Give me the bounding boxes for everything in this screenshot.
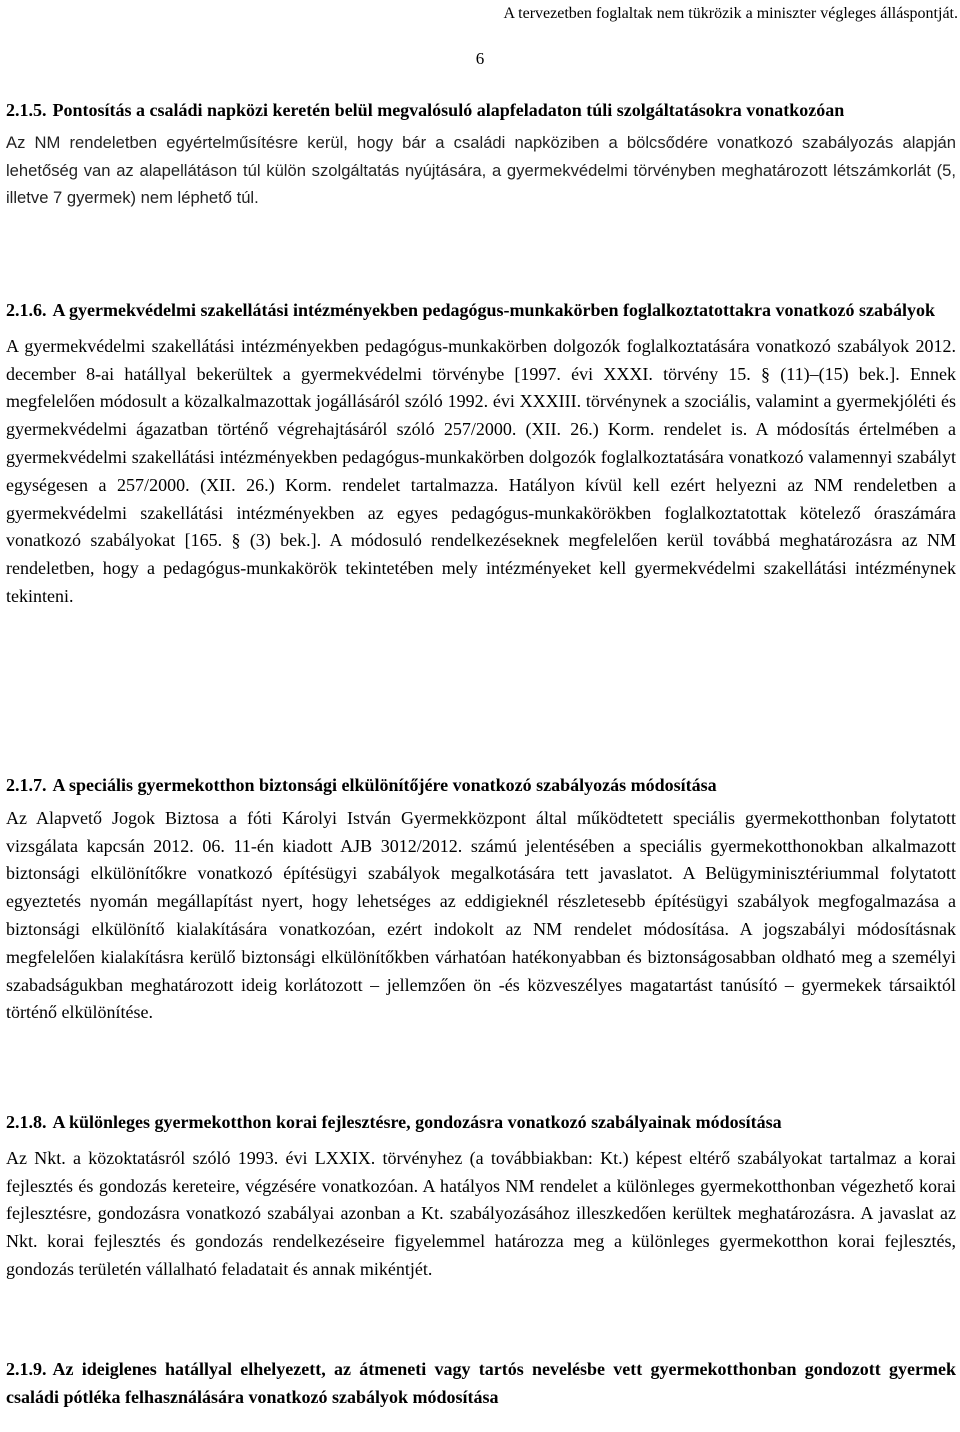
section-number: 2.1.7. [6,775,47,795]
section-2-1-9 [6,1356,956,1412]
section-heading [6,1356,956,1412]
draft-disclaimer: A tervezetben foglaltak nem tükrözik a miniszter végleges álláspontját. [503,5,958,22]
section-heading [6,97,956,125]
section-title: A speciális gyermekotthon biztonsági elkülönítőjére vonatkozó szabályozás módosítása [52,775,717,795]
section-heading [6,297,956,325]
section-number: 2.1.5. [6,100,47,120]
section-title: Az ideiglenes hatállyal elhelyezett, az átmeneti vagy tartós nevelésbe vett gyermekotthonban gondozott gyermek családi pótléka felhasználására vonatkozó szabályok módosítása [6,1359,956,1407]
section-title: A gyermekvédelmi szakellátási intézményekben pedagógus-munkakörben foglalkoztatottakra vonatkozó szabályok [52,300,936,320]
section-2-1-5 [6,97,956,212]
page-number: 6 [475,49,485,68]
section-body: Az NM rendeletben egyértelműsítésre kerül, hogy bár a családi napköziben a bölcsődére vonatkozó szabályozás alapján lehetőség van az alapellátáson túl külön szolgáltatás nyújtására, a gyermekvédelmi törvényben meghatározott létszámkorlát (5, illetve 7 gyermek) nem léphető túl. [6,132,956,208]
section-heading [6,1109,956,1137]
section-2-1-7 [6,772,956,1027]
section-number: 2.1.6. [6,300,47,320]
section-number: 2.1.9. [6,1359,47,1379]
section-2-1-8 [6,1109,956,1284]
section-body: Az Nkt. a közoktatásról szóló 1993. évi LXXIX. törvényhez (a továbbiakban: Kt.) képest eltérő szabályokat tartalmaz a korai fejlesztés és gondozás kereteire, végzésére vonatkozóan. A hatályos NM rendelet a különleges gyermekotthonban végezhető korai fejlesztésre, gondozásra vonatkozó szabályai azonban a Kt. szabályozásához illeszkedően kerültek meghatározásra. A javaslat az Nkt. korai fejlesztés és gondozás rendelkezéseire figyelemmel határozza meg a különleges gyermekotthon korai fejlesztés, gondozás területén vállalható feladatait és annak mikéntjét. [6,1147,956,1279]
section-title: Pontosítás a családi napközi keretén belül megvalósuló alapfeladaton túli szolgáltatásokra vonatkozóan [52,100,845,120]
section-number: 2.1.8. [6,1112,47,1132]
section-body: A gyermekvédelmi szakellátási intézményekben pedagógus-munkakörben dolgozók foglalkoztatására vonatkozó szabályok 2012. december 8-ai hatállyal bekerültek a gyermekvédelmi törvénybe [1997. évi XXXI. törvény 15. § (11)–(15) bek.]. Ennek megfelelően módosult a közalkalmazottak jogállásáról szóló 1992. évi XXXIII. törvénynek a szociális, valamint a gyermekjóléti és gyermekvédelmi ágazatban történő végrehajtásáról szóló 257/2000. (XII. 26.) Korm. rendelet is. A módosítás értelmében a gyermekvédelmi szakellátási intézményekben pedagógus-munkakörben dolgozók foglalkoztatására vonatkozó valamennyi szabályt egységesen a 257/2000. (XII. 26.) Korm. rendelet tartalmazza. Hatályon kívül kell ezért helyezni az NM rendeletben a gyermekvédelmi szakellátási intézményekben az egyes pedagógus-munkakörökben foglalkoztatottak kötelező óraszámára vonatkozó szabályokat [165. § (3) bek.]. A módosuló rendelkezéseknek megfelelően kerül továbbá meghatározásra az NM rendeletben, hogy a pedagógus-munkakörök tekintetében mely intézményeket kell gyermekvédelmi szakellátási intézménynek tekinteni. [6,335,956,606]
section-title: A különleges gyermekotthon korai fejlesztésre, gondozásra vonatkozó szabályainak módosítása [52,1112,782,1132]
section-body: Az Alapvető Jogok Biztosa a fóti Károlyi István Gyermekközpont által működtetett speciális gyermekotthonban folytatott vizsgálata kapcsán 2012. 06. 11-én kiadott AJB 3012/2012. számú jelentésében a speciális gyermekotthonokban alkalmazott biztonsági elkülönítőkre vonatkozó építésügyi szabályok megalkotására tett javaslatot. A Belügyminisztériummal folytatott egyeztetés nyomán megállapítást nyert, hogy lehetséges az eddigieknél részletesebb építésügyi szabályok megfogalmazása a biztonsági elkülönítő kialakítására vonatkozóan, ezért indokolt az NM rendelet módosítása. A jogszabályi módosításnak megfelelően kialakításra kerülő biztonsági elkülönítőkben várhatóan hatékonyabban és biztonságosabban oldható meg a személyi szabadságukban meghatározott ideig korlátozott – jellemzően ön -és közveszélyes magatartást tanúsító – gyermekek társaiktól történő elkülönítése. [6,807,956,1023]
section-2-1-6 [6,297,956,611]
section-heading [6,772,956,800]
